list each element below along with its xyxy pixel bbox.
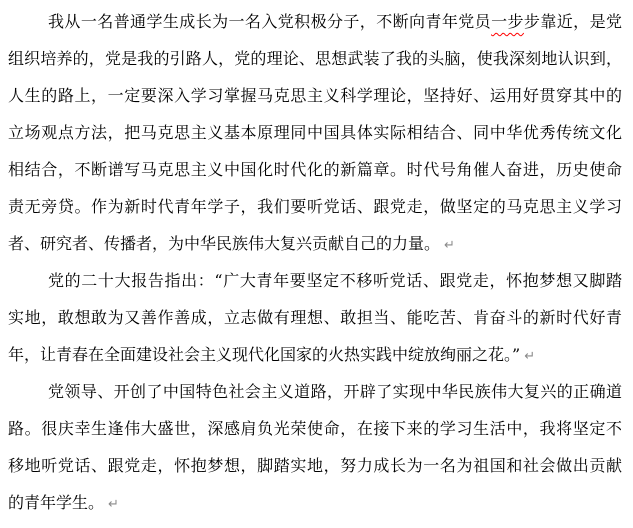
text-line[interactable] [8,262,622,299]
spellcheck-flagged-text: 一步 [491,12,524,31]
line-text: 党的二十大报告指出：“广大青年要坚定不移听党话、跟党走，怀抱梦想又脚踏 [48,271,622,290]
text-line[interactable] [8,484,622,521]
line-text: 移地听党话、跟党走，怀抱梦想，脚踏实地，努力成长为一名为祖国和社会做出贡献 [8,456,622,475]
line-text: 人生的路上，一定要深入学习掌握马克思主义科学理论，坚持好、运用好贯穿其中的 [8,86,622,105]
text-line[interactable] [8,447,622,484]
line-text: 路。很庆幸生逢伟大盛世，深感肩负光荣使命，在接下来的学习生活中，我将坚定不 [8,419,622,438]
text-line[interactable] [8,151,622,188]
text-line[interactable] [8,114,622,151]
text-line[interactable] [8,188,622,225]
line-text: 的青年学生。 [8,493,105,512]
text-line[interactable] [8,77,622,114]
line-text: 步靠近，是党 [523,12,622,31]
text-line[interactable] [8,299,622,336]
text-line[interactable] [8,373,622,410]
paragraph-mark: ↵ [444,238,455,253]
text-line[interactable] [8,410,622,447]
line-text: 党领导、开创了中国特色社会主义道路，开辟了实现中华民族伟大复兴的正确道 [48,382,622,401]
line-text: 相结合，不断谱写马克思主义中国化时代化的新篇章。时代号角催人奋进，历史使命 [8,160,622,179]
text-line[interactable] [8,40,622,77]
line-text: 立场观点方法，把马克思主义基本原理同中国具体实际相结合、同中华优秀传统文化 [8,123,622,142]
text-line[interactable] [8,3,622,40]
line-text: 实地，敢想敢为又善作善成，立志做有理想、敢担当、能吃苦、肯奋斗的新时代好青 [8,308,622,327]
paragraph-mark: ↵ [524,349,536,364]
paragraph-mark: ↵ [108,497,119,512]
text-line[interactable] [8,336,622,373]
text-line[interactable] [8,225,622,262]
line-text: 我从一名普通学生成长为一名入党积极分子，不断向青年党员 [48,12,492,31]
line-text: 组织培养的，党是我的引路人，党的理论、思想武装了我的头脑，使我深刻地认识到， [8,49,622,68]
line-text: 年，让青春在全面建设社会主义现代化国家的火热实践中绽放绚丽之花。” [8,345,521,364]
line-text: 责无旁贷。作为新时代青年学子，我们要听党话、跟党走，做坚定的马克思主义学习 [8,197,622,216]
line-text: 者、研究者、传播者，为中华民族伟大复兴贡献自己的力量。 [8,234,441,253]
